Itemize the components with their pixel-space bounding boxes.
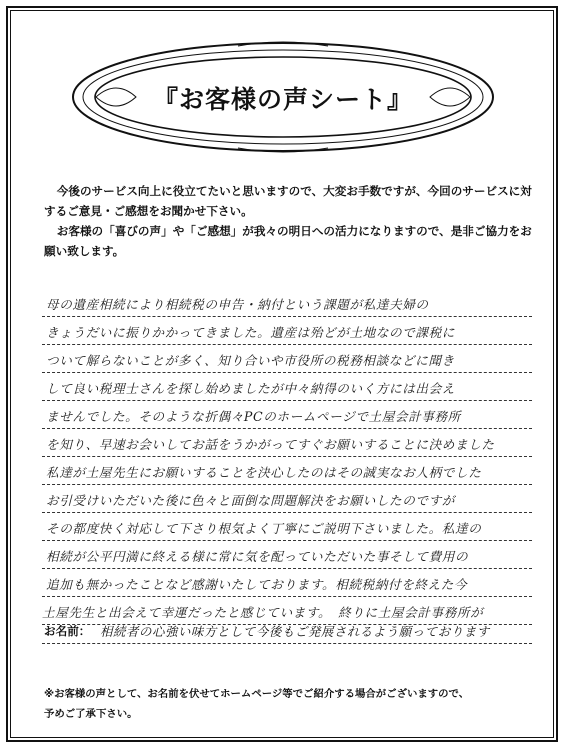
handwriting-line xyxy=(42,541,532,569)
handwriting-line xyxy=(42,429,532,457)
handwriting-line xyxy=(42,597,532,625)
handwriting-line xyxy=(42,457,532,485)
privacy-note-line-2: 予めご了承下さい。 xyxy=(44,708,138,720)
handwriting-area xyxy=(42,289,532,625)
name-line-handwritten-text: 相続者の心強い味方として今後もご発展されるよう願っております xyxy=(100,624,490,639)
handwritten-text: その都度快く対応して下さり根気よく丁寧にご説明下さいました。私達の xyxy=(46,521,482,536)
page-title: 『お客様の声シート』 xyxy=(152,84,413,114)
name-underline xyxy=(42,643,532,644)
handwritten-text: お引受けいただいた後に色々と面倒な問題解決をお願いしたのですが xyxy=(46,493,456,508)
handwritten-text: ついて解らないことが多く、知り合いや市役所の税務相談などに聞き xyxy=(46,353,455,368)
handwritten-text: 土屋先生と出会えて幸運だったと感じています。 終りに土屋会計事務所が xyxy=(42,605,484,620)
handwritten-text: して良い税理士さんを探し始めましたが中々納得のいく方には出会え xyxy=(46,381,456,396)
title-frame xyxy=(68,40,498,155)
handwriting-line xyxy=(42,485,532,513)
handwriting-line xyxy=(42,317,532,345)
handwriting-line xyxy=(42,373,532,401)
privacy-note xyxy=(44,684,534,724)
handwriting-line xyxy=(42,569,532,597)
handwriting-line xyxy=(42,289,532,317)
handwritten-text: 私達が土屋先生にお願いすることを決心したのはその誠実なお人柄でした xyxy=(46,465,482,480)
handwritten-text: 追加も無かったことなど感謝いたしております。相続税納付を終えた今 xyxy=(46,577,468,592)
intro-text xyxy=(44,181,534,261)
name-label: お名前： xyxy=(44,624,91,638)
handwritten-text: を知り、早速お会いしてお話をうかがってすぐお願いすることに決めました xyxy=(46,437,495,452)
handwritten-text: ませんでした。そのような折偶々PCのホームページで土屋会計事務所 xyxy=(46,409,461,424)
handwritten-text: 相続が公平円満に終える様に常に気を配っていただいた事そして費用の xyxy=(46,549,469,564)
handwritten-text: 母の遺産相続により相続税の申告・納付という課題が私達夫婦の xyxy=(46,297,429,312)
handwriting-line xyxy=(42,401,532,429)
intro-paragraph-2: お客様の「喜びの声」や「ご感想」が我々の明日への活力になりますので、是非ご協力をお願い致します。 xyxy=(44,224,532,258)
handwriting-line xyxy=(42,513,532,541)
handwriting-line xyxy=(42,345,532,373)
privacy-note-line-1: ※お客様の声として、お名前を伏せてホームページ等でご紹介する場合がございますので、 xyxy=(44,688,470,700)
handwritten-text: きょうだいに振りかかってきました。遺産は殆どが土地なので課税に xyxy=(46,325,456,340)
intro-paragraph-1: 今後のサービス向上に役立てたいと思いますので、大変お手数ですが、今回のサービスに対するご意見・ご感想をお聞かせ下さい。 xyxy=(44,184,532,218)
